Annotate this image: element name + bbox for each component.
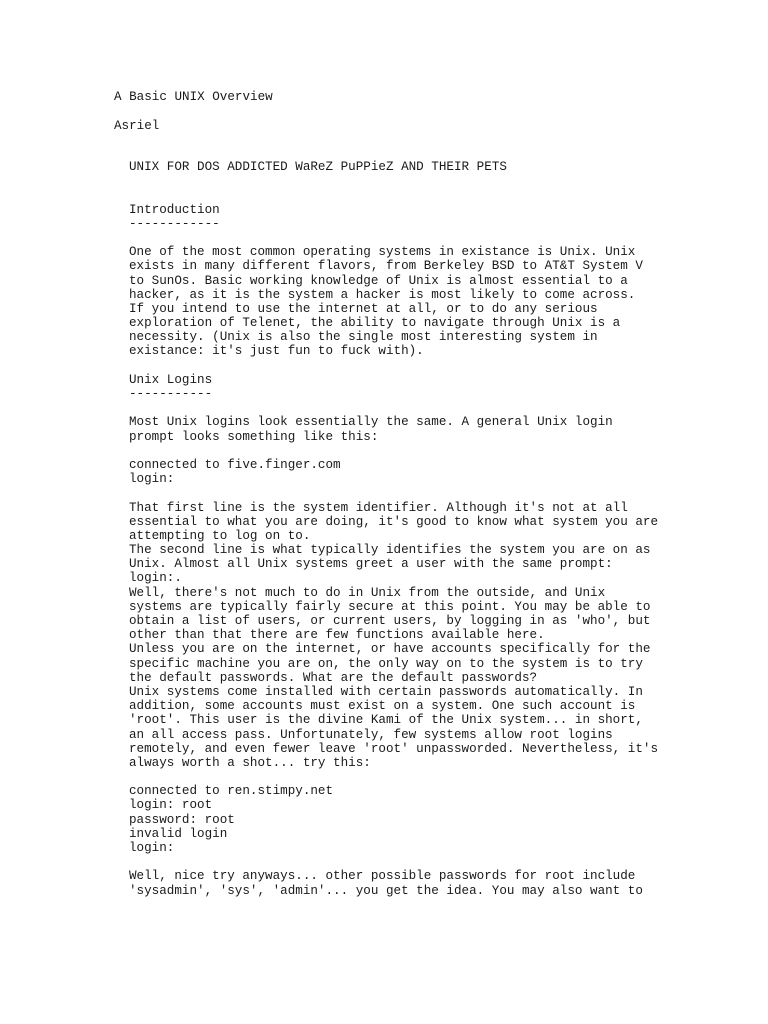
text-line: attempting to log on to. bbox=[129, 528, 311, 543]
text-line: hacker, as it is the system a hacker is most likely to come across. bbox=[129, 287, 636, 302]
text-line: password: root bbox=[129, 812, 235, 827]
text-line bbox=[129, 401, 749, 415]
text-line: always worth a shot... try this: bbox=[129, 755, 371, 770]
text-line bbox=[129, 359, 749, 373]
text-line: If you intend to use the internet at all, or to do any serious bbox=[129, 301, 598, 316]
text-line: exploration of Telenet, the ability to navigate through Unix is a bbox=[129, 316, 621, 331]
text-line: exists in many different flavors, from Berkeley BSD to AT&T System V bbox=[129, 259, 643, 274]
document-body bbox=[129, 160, 749, 898]
text-line: Most Unix logins look essentially the same. A general Unix login bbox=[129, 415, 613, 430]
text-line bbox=[129, 855, 749, 869]
text-line bbox=[129, 188, 749, 202]
text-line: Well, nice try anyways... other possible passwords for root include bbox=[129, 869, 636, 884]
text-line: other than that there are few functions available here. bbox=[129, 628, 545, 643]
text-line: connected to ren.stimpy.net bbox=[129, 784, 334, 799]
text-line: systems are typically fairly secure at this point. You may be able to bbox=[129, 599, 651, 614]
text-line: necessity. (Unix is also the single most interesting system in bbox=[129, 330, 598, 345]
text-line: obtain a list of users, or current users, by logging in as 'who', but bbox=[129, 614, 651, 628]
text-line: specific machine you are on, the only way on to the system is to try bbox=[129, 656, 643, 671]
text-line: Unix. Almost all Unix systems greet a user with the same prompt: bbox=[129, 557, 613, 572]
text-line: Unless you are on the internet, or have accounts specifically for the bbox=[129, 642, 651, 657]
text-line: remotely, and even fewer leave 'root' unpassworded. Nevertheless, it's bbox=[129, 741, 659, 756]
text-line: login: root bbox=[129, 798, 213, 813]
text-line: ----------- bbox=[129, 387, 213, 401]
text-line: ------------ bbox=[129, 216, 220, 231]
document-title: A Basic UNIX Overview bbox=[114, 90, 273, 104]
text-line bbox=[129, 174, 749, 188]
text-line: That first line is the system identifier. Although it's not at all bbox=[129, 500, 628, 515]
text-line: Unix systems come installed with certain passwords automatically. In bbox=[129, 684, 643, 699]
text-line bbox=[129, 486, 749, 500]
text-line: One of the most common operating systems in existance is Unix. Unix bbox=[129, 245, 636, 260]
text-line: to SunOs. Basic working knowledge of Unix is almost essential to a bbox=[129, 273, 628, 288]
text-line: 'root'. This user is the divine Kami of the Unix system... in short, bbox=[129, 713, 643, 728]
text-line: addition, some accounts must exist on a system. One such account is bbox=[129, 699, 636, 714]
text-line: essential to what you are doing, it's good to know what system you are bbox=[129, 514, 659, 529]
text-line: The second line is what typically identifies the system you are on as bbox=[129, 543, 651, 558]
text-line: 'sysadmin', 'sys', 'admin'... you get the idea. You may also want to bbox=[129, 883, 643, 898]
text-line: login: bbox=[129, 841, 175, 855]
text-line: login: bbox=[129, 472, 175, 487]
text-line: UNIX FOR DOS ADDICTED WaReZ PuPPieZ AND THEIR PETS bbox=[129, 160, 507, 174]
text-line: existance: it's just fun to fuck with). bbox=[129, 344, 424, 359]
text-line: Well, there's not much to do in Unix from the outside, and Unix bbox=[129, 585, 606, 600]
text-line: prompt looks something like this: bbox=[129, 429, 379, 444]
document-author: Asriel bbox=[114, 119, 160, 133]
text-line: login:. bbox=[129, 571, 182, 586]
text-line: Introduction bbox=[129, 202, 220, 217]
text-line bbox=[129, 231, 749, 245]
text-line: Unix Logins bbox=[129, 372, 213, 387]
text-line: connected to five.finger.com bbox=[129, 457, 341, 472]
text-line bbox=[129, 444, 749, 458]
text-line bbox=[129, 770, 749, 784]
text-line: invalid login bbox=[129, 826, 228, 841]
text-line: an all access pass. Unfortunately, few systems allow root logins bbox=[129, 727, 613, 742]
text-line: the default passwords. What are the default passwords? bbox=[129, 670, 538, 685]
